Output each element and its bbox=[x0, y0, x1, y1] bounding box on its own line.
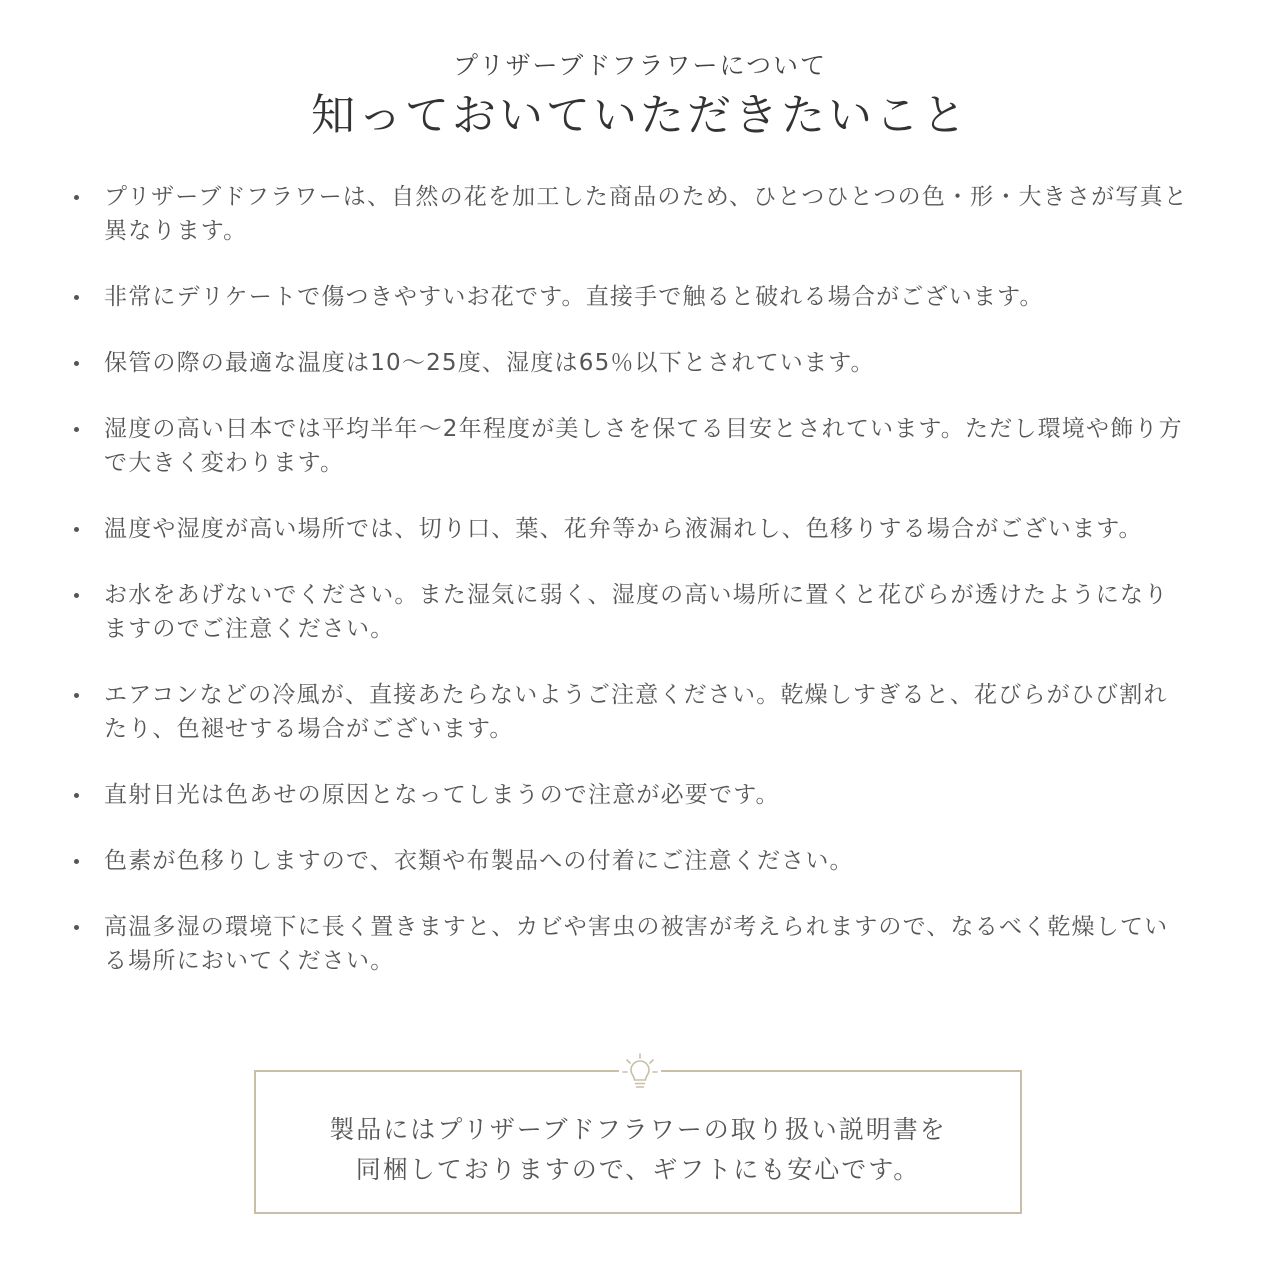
bullet-icon bbox=[74, 361, 79, 366]
page-header bbox=[0, 48, 1280, 146]
note-text: 直射日光は色あせの原因となってしまうので注意が必要です。 bbox=[104, 782, 780, 808]
note-text: 温度や湿度が高い場所では、切り口、葉、花弁等から液漏れし、色移りする場合がございます。 bbox=[104, 516, 1143, 542]
list-item bbox=[0, 412, 1280, 480]
list-item bbox=[0, 910, 1280, 978]
gift-info-line-1: 製品にはプリザーブドフラワーの取り扱い説明書を bbox=[329, 1115, 947, 1144]
note-text: 色素が色移りしますので、衣類や布製品への付着にご注意ください。 bbox=[104, 848, 854, 874]
note-text: お水をあげないでください。また湿気に弱く、湿度の高い場所に置くと花びらが透けたようになりますのでご注意ください。 bbox=[104, 582, 1169, 642]
bullet-icon bbox=[74, 427, 79, 432]
bullet-icon bbox=[74, 925, 79, 930]
bullet-icon bbox=[74, 693, 79, 698]
bullet-icon bbox=[74, 527, 79, 532]
note-text: 湿度の高い日本では平均半年～2年程度が美しさを保てる目安とされています。ただし環境や飾り方で大きく変わります。 bbox=[104, 416, 1183, 476]
note-text: プリザーブドフラワーは、自然の花を加工した商品のため、ひとつひとつの色・形・大きさが写真と異なります。 bbox=[104, 184, 1188, 244]
note-text: 非常にデリケートで傷つきやすいお花です。直接手で触ると破れる場合がございます。 bbox=[104, 284, 1044, 310]
list-item bbox=[0, 180, 1280, 248]
list-item bbox=[0, 346, 1280, 380]
list-item bbox=[0, 512, 1280, 546]
list-item bbox=[0, 280, 1280, 314]
notes-list bbox=[0, 180, 1280, 1010]
list-item bbox=[0, 678, 1280, 746]
note-text: 高温多湿の環境下に長く置きますと、カビや害虫の被害が考えられますので、なるべく乾燥している場所においてください。 bbox=[104, 914, 1169, 974]
gift-info-box bbox=[254, 1070, 1022, 1214]
page-title: 知っておいていただきたいこと bbox=[311, 90, 969, 141]
bullet-icon bbox=[74, 859, 79, 864]
lightbulb-icon bbox=[619, 1051, 661, 1093]
gift-info-line-2: 同梱しておりますので、ギフトにも安心です。 bbox=[355, 1155, 921, 1184]
bullet-icon bbox=[74, 295, 79, 300]
list-item bbox=[0, 844, 1280, 878]
note-text: 保管の際の最適な温度は10～25度、湿度は65％以下とされています。 bbox=[104, 350, 875, 376]
gift-info-text bbox=[256, 1110, 1020, 1190]
bullet-icon bbox=[74, 195, 79, 200]
bullet-icon bbox=[74, 593, 79, 598]
list-item bbox=[0, 578, 1280, 646]
page-subtitle: プリザーブドフラワーについて bbox=[452, 51, 827, 80]
bullet-icon bbox=[74, 793, 79, 798]
list-item bbox=[0, 778, 1280, 812]
note-text: エアコンなどの冷風が、直接あたらないようご注意ください。乾燥しすぎると、花びらがひび割れたり、色褪せする場合がございます。 bbox=[104, 682, 1168, 742]
